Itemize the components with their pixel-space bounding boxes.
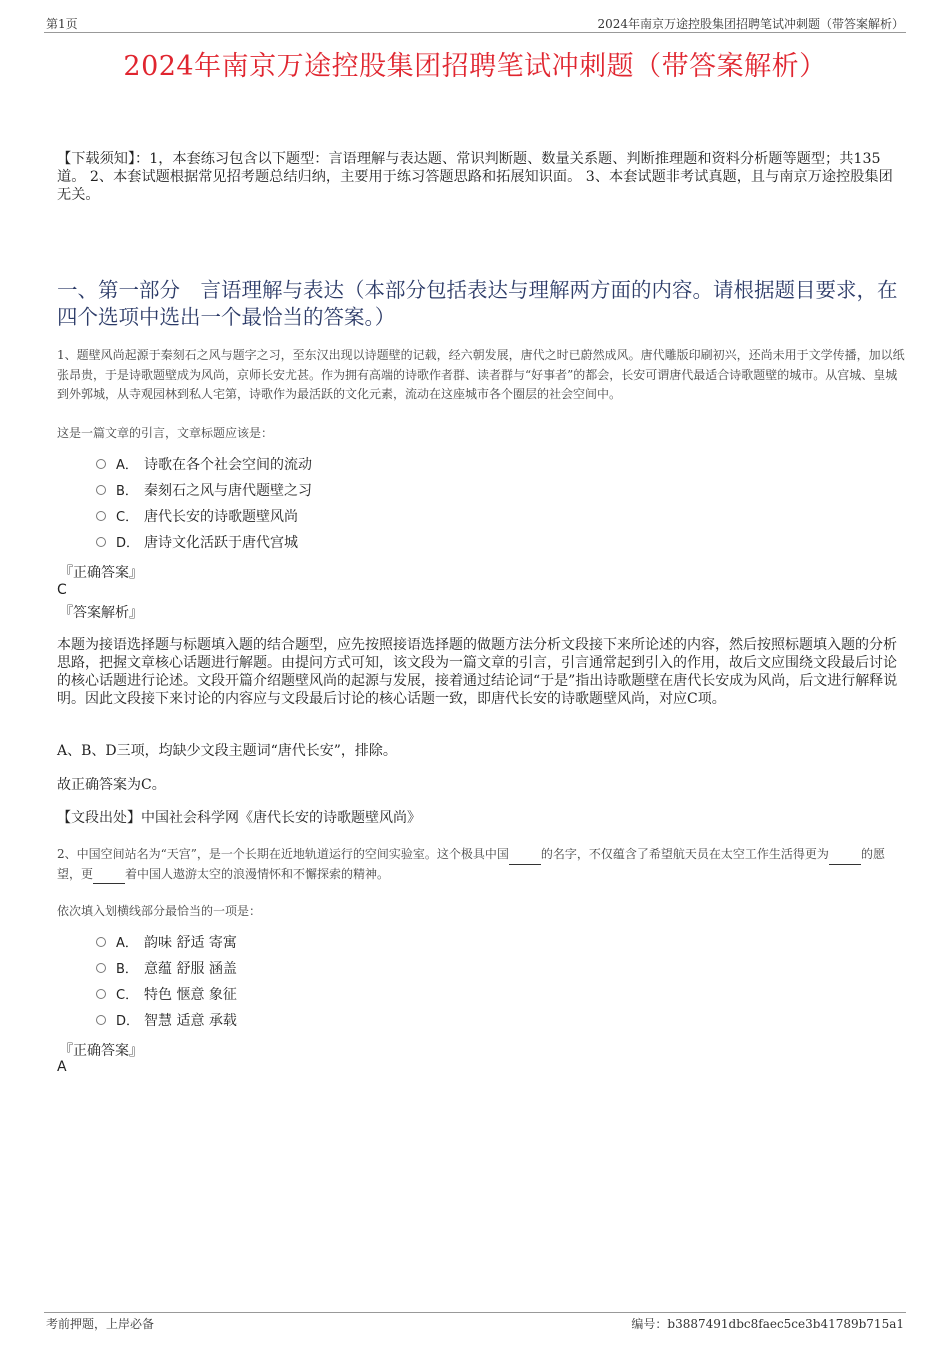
page-header [44, 12, 906, 33]
radio-icon[interactable] [96, 511, 106, 521]
q2-option-c[interactable]: C． 特色 惬意 象征 [96, 985, 237, 1005]
q1-analysis-body: 本题为接语选择题与标题填入题的结合题型，应先按照接语选择题的做题方法分析文段接下来所论述的内容，然后按照标题填入题的分析思路，把握文章核心话题进行解题。由提问方式可知，该文段为一篇文章的引言，引言通常起到引入的作用，故后文应围绕文段最后讨论的核心话题进行论述。文段开篇介绍题壁风尚的起源与发展，接着通过结论词“于是”指出诗歌题壁在唐代长安成为风尚，后文进行解释说明。因此文段接下来讨论的内容应与文段最后讨论的核心话题一致，即唐代长安的诗歌题壁风尚，对应C项。 [57, 637, 898, 707]
radio-icon[interactable] [96, 485, 106, 495]
page-number: 第1页 [46, 17, 78, 31]
q2-option-a[interactable]: A． 韵味 舒适 寄寓 [96, 933, 237, 953]
q1-option-c[interactable]: C． 唐代长安的诗歌题壁风尚 [96, 507, 298, 527]
question-2-text: 2、中国空间站名为“天宫”，是一个长期在近地轨道运行的空间实验室。这个极具中国 的名字，不仅蕴含了希望航天员在太空工作生活得更为 的愿望，更 着中国人遨游太空的浪漫情怀和不懈探索的精神。 [57, 845, 907, 884]
q1-source: 【文段出处】中国社会科学网《唐代长安的诗歌题壁风尚》 [57, 810, 421, 826]
radio-icon[interactable] [96, 1015, 106, 1025]
blank-line [829, 852, 861, 865]
question-1-text: 1、题壁风尚起源于秦刻石之风与题字之习，至东汉出现以诗题壁的记载，经六朝发展，唐代之时已蔚然成风。唐代雕版印刷初兴，还尚未用于文学传播，加以纸张昂贵，于是诗歌题壁成为风尚，京师长安尤甚。作为拥有高端的诗歌作者群、读者群与“好事者”的都会，长安可谓唐代最适合诗歌题壁的城市。从宫城、皇城到外郭城，从寺观园林到私人宅第，诗歌作为最活跃的文化元素，流动在这座城市各个圈层的社会空间中。 [57, 348, 905, 401]
q1-option-a[interactable]: A． 诗歌在各个社会空间的流动 [96, 455, 312, 475]
footer-slogan: 考前押题，上岸必备 [46, 1317, 155, 1331]
radio-icon[interactable] [96, 963, 106, 973]
question-1-prompt: 这是一篇文章的引言，文章标题应该是： [57, 426, 274, 440]
q1-answer-label: 『正确答案』 [59, 565, 143, 581]
radio-icon[interactable] [96, 937, 106, 947]
q2-answer-label: 『正确答案』 [59, 1043, 143, 1059]
header-doc-title: 2024年南京万途控股集团招聘笔试冲刺题（带答案解析） [597, 17, 904, 31]
q2-answer: A [57, 1059, 67, 1075]
footer-serial: 编号：b3887491dbc8faec5ce3b41789b715a1 [631, 1317, 904, 1331]
q1-option-d[interactable]: D． 唐诗文化活跃于唐代宫城 [96, 533, 298, 553]
document-title: 2024年南京万途控股集团招聘笔试冲刺题（带答案解析） [123, 51, 827, 82]
radio-icon[interactable] [96, 537, 106, 547]
q2-option-b[interactable]: B． 意蕴 舒服 涵盖 [96, 959, 237, 979]
section-title: 一、第一部分 言语理解与表达（本部分包括表达与理解两方面的内容。请根据题目要求，在四个选项中选出一个最恰当的答案。） [57, 278, 898, 329]
q2-option-d[interactable]: D． 智慧 适意 承载 [96, 1011, 237, 1031]
question-2-prompt: 依次填入划横线部分最恰当的一项是： [57, 904, 262, 918]
q1-option-b[interactable]: B． 秦刻石之风与唐代题壁之习 [96, 481, 312, 501]
q1-analysis-exclusion: A、B、D三项，均缺少文段主题词“唐代长安”，排除。 [57, 743, 397, 759]
blank-line [93, 871, 125, 884]
radio-icon[interactable] [96, 459, 106, 469]
q1-analysis-conclusion: 故正确答案为C。 [57, 777, 166, 793]
q1-answer: C [57, 582, 67, 598]
blank-line [509, 852, 541, 865]
q1-analysis-label: 『答案解析』 [59, 605, 143, 621]
download-notice: 【下载须知】：1，本套练习包含以下题型：言语理解与表达题、常识判断题、数量关系题、判断推理题和资料分析题等题型；共135道。 2、本套试题根据常见招考题总结归纳，主要用于练习答题思路和拓展知识面。 3、本套试题非考试真题，且与南京万途控股集团无关。 [57, 151, 893, 203]
page-footer [44, 1312, 906, 1333]
radio-icon[interactable] [96, 989, 106, 999]
